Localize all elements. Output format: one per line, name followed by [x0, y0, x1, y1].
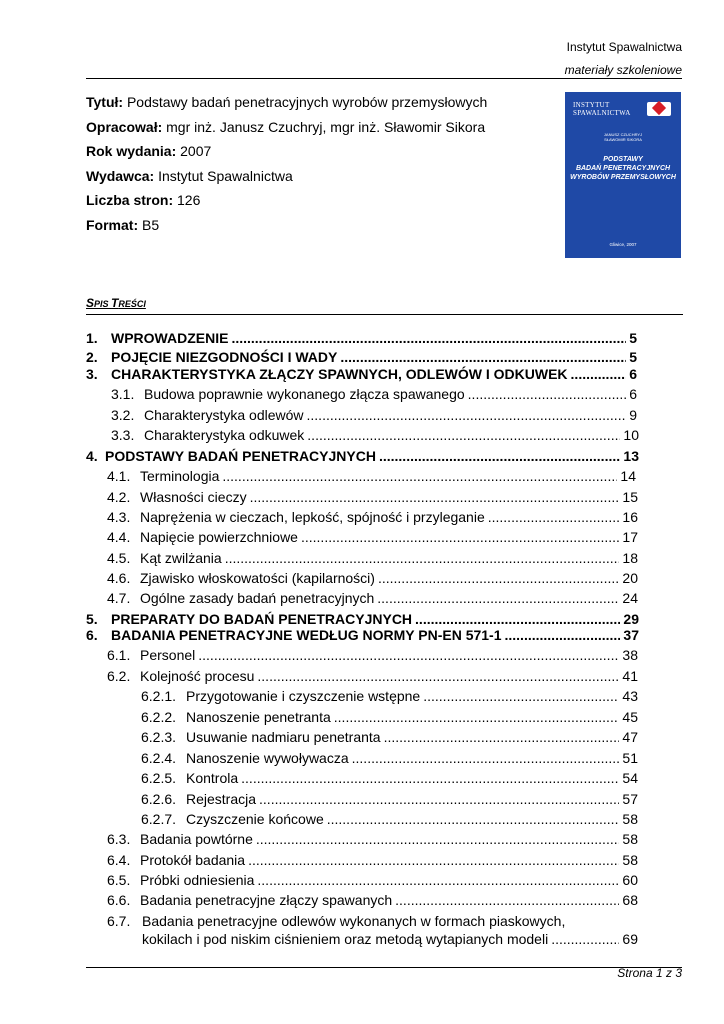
toc-entry-number: 6.3.: [107, 831, 131, 847]
toc-entry-title: Personel: [140, 647, 196, 663]
toc-entry-page: 14: [620, 468, 636, 484]
toc-entry-title: Napięcie powierzchniowe: [140, 529, 298, 545]
book-cover-image: [565, 92, 681, 258]
toc-dot-leader: [259, 789, 619, 809]
meta-label: Liczba stron:: [86, 192, 174, 208]
toc-dot-leader: [257, 666, 619, 686]
toc-entry-title: Naprężenia w cieczach, lepkość, spójność i przyleganie: [140, 509, 485, 525]
toc-entry-number: 6.2.1.: [141, 688, 177, 704]
toc-entry-page: 6: [629, 386, 637, 402]
toc-entry-number: 6.1.: [107, 647, 131, 663]
cover-title-line: WYROBÓW PRZEMYSŁOWYCH: [570, 174, 676, 181]
toc-dot-leader: [395, 890, 619, 910]
toc-entry-title: Nanoszenie penetranta: [186, 709, 331, 725]
toc-entry-title: PODSTAWY BADAŃ PENETRACYJNYCH: [105, 448, 376, 464]
toc-entry[interactable]: [107, 666, 638, 686]
toc-entry[interactable]: [107, 548, 638, 568]
toc-entry-number: 2.: [86, 349, 98, 365]
toc-entry[interactable]: [141, 768, 638, 788]
toc-entry-page: 41: [622, 668, 638, 684]
toc-entry[interactable]: [107, 527, 638, 547]
toc-entry-number: 6.2.5.: [141, 770, 177, 786]
toc-entry-title: Terminologia: [140, 468, 220, 484]
toc-entry-page: 5: [629, 349, 637, 365]
toc-dot-leader: [571, 364, 627, 384]
toc-dot-leader: [257, 870, 619, 890]
toc-entry-page: 57: [622, 791, 638, 807]
toc-entry[interactable]: [111, 405, 637, 425]
toc-entry-title: Charakterystyka odlewów: [144, 407, 304, 423]
toc-entry-title: Usuwanie nadmiaru penetranta: [186, 729, 381, 745]
toc-entry-title: WPROWADZENIE: [111, 330, 229, 346]
toc-dot-leader: [248, 850, 619, 870]
toc-entry[interactable]: [107, 850, 638, 870]
toc-entry-title: BADANIA PENETRACYJNE WEDŁUG NORMY PN-EN 571-1: [111, 627, 502, 643]
toc-entry-page: 69: [622, 931, 638, 947]
footer-rule: [86, 967, 682, 968]
toc-entry-page: 37: [623, 627, 639, 643]
toc-entry-page: 15: [622, 489, 638, 505]
meta-author: [86, 117, 487, 142]
toc-dot-leader: [488, 507, 620, 527]
toc-dot-leader: [377, 588, 619, 608]
toc-dot-leader: [222, 466, 617, 486]
toc-entry[interactable]: [107, 929, 638, 949]
toc-entry[interactable]: [107, 829, 638, 849]
meta-value: Instytut Spawalnictwa: [158, 167, 293, 184]
toc-entry-number: 6.2.6.: [141, 791, 177, 807]
toc-entry-page: 17: [622, 529, 638, 545]
toc-dot-leader: [551, 929, 619, 949]
toc-entry-page: 13: [623, 448, 639, 464]
toc-entry[interactable]: [141, 809, 638, 829]
toc-dot-leader: [334, 707, 620, 727]
toc-entry-number: 4.7.: [107, 590, 131, 606]
meta-year: [86, 141, 487, 166]
toc-entry-number: 3.: [86, 366, 98, 382]
toc-entry[interactable]: [141, 789, 638, 809]
meta-format: [86, 215, 487, 240]
toc-entry-title: Kontrola: [186, 770, 239, 786]
meta-title: [86, 92, 487, 117]
toc-entry-page: 51: [622, 750, 638, 766]
toc-entry-title: Budowa poprawnie wykonanego złącza spawanego: [144, 386, 465, 402]
toc-entry-page: 58: [622, 811, 638, 827]
toc-entry-title: Kąt zwilżania: [140, 550, 222, 566]
toc-entry[interactable]: [107, 487, 638, 507]
toc-dot-leader: [379, 446, 620, 466]
toc-entry-title: PREPARATY DO BADAŃ PENETRACYJNYCH: [111, 611, 413, 627]
toc-heading-part: S: [86, 296, 95, 310]
toc-dot-leader: [307, 405, 627, 425]
toc-entry[interactable]: [141, 707, 638, 727]
cover-institute: [573, 101, 631, 117]
toc-entry-page: 54: [622, 770, 638, 786]
toc-heading-part: REŚCI: [118, 299, 146, 309]
toc-entry-page: 18: [622, 550, 638, 566]
meta-pages: [86, 190, 487, 215]
toc-entry-page: 10: [623, 427, 639, 443]
toc-entry-page: 45: [622, 709, 638, 725]
toc-dot-leader: [423, 686, 619, 706]
toc-entry-title: CHARAKTERYSTYKA ZŁĄCZY SPAWNYCH, ODLEWÓW I ODKUWEK: [111, 366, 568, 382]
toc-entry-number: 6.2.: [107, 668, 131, 684]
toc-entry-page: 43: [622, 688, 638, 704]
institute-logo-icon: [647, 102, 671, 116]
meta-label: Rok wydania:: [86, 143, 177, 159]
toc-entry-title: Czyszczenie końcowe: [186, 811, 324, 827]
toc-entry[interactable]: [107, 568, 638, 588]
toc-entry-page: 6: [629, 366, 637, 382]
meta-label: Tytuł:: [86, 94, 124, 110]
toc-entry-title: Przygotowanie i czyszczenie wstępne: [186, 688, 421, 704]
meta-value: Podstawy badań penetracyjnych wyrobów przemysłowych: [126, 94, 488, 110]
toc-dot-leader: [307, 425, 620, 445]
toc-entry-number: 6.7.: [107, 913, 131, 929]
toc-entry[interactable]: [86, 446, 639, 466]
meta-label: Wydawca:: [86, 167, 155, 184]
toc-entry-number: 3.1.: [111, 386, 135, 402]
toc-entry-title: Charakterystyka odkuwek: [144, 427, 305, 443]
toc-entry[interactable]: [107, 911, 638, 931]
toc-entry-page: 29: [623, 611, 639, 627]
toc-entry-page: 60: [622, 872, 638, 888]
cover-author: SŁAWOMIR SIKORA: [604, 137, 642, 142]
toc-heading: [86, 296, 146, 310]
toc-dot-leader: [250, 487, 620, 507]
toc-entry-page: 24: [622, 590, 638, 606]
toc-entry-title: Zjawisko włoskowatości (kapilarności): [140, 570, 375, 586]
toc-entry-page: 16: [622, 509, 638, 525]
page-number: Strona 1 z 3: [617, 966, 682, 980]
toc-entry[interactable]: [107, 466, 636, 486]
toc-dot-leader: [378, 568, 619, 588]
toc-heading-part: PIS: [94, 299, 112, 309]
toc-entry-title: Badania penetracyjne odlewów wykonanych w formach piaskowych,: [142, 913, 566, 929]
toc-dot-leader: [241, 768, 619, 788]
header-institute: Instytut Spawalnictwa: [566, 40, 682, 54]
toc-dot-leader: [198, 645, 619, 665]
toc-dot-leader: [225, 548, 620, 568]
toc-dot-leader: [468, 384, 627, 404]
header-rule: [86, 78, 682, 79]
toc-entry-number: 4.4.: [107, 529, 131, 545]
toc-rule: [86, 314, 683, 315]
toc-entry-title: POJĘCIE NIEZGODNOŚCI I WADY: [111, 349, 338, 365]
toc-entry[interactable]: [111, 425, 639, 445]
toc-entry-number: 4.1.: [107, 468, 131, 484]
toc-entry-title: Ogólne zasady badań penetracyjnych: [140, 590, 375, 606]
toc-entry[interactable]: [86, 625, 639, 645]
meta-value: B5: [142, 216, 160, 233]
toc-entry-title: Nanoszenie wywoływacza: [186, 750, 349, 766]
book-metadata: [86, 92, 487, 239]
cover-title: [565, 155, 681, 182]
toc-heading-part: T: [111, 296, 119, 310]
toc-entry-title: Własności cieczy: [140, 489, 247, 505]
meta-publisher: [86, 166, 487, 191]
toc-dot-leader: [231, 328, 626, 348]
toc-entry-number: 6.2.2.: [141, 709, 177, 725]
toc-entry-page: 9: [629, 407, 637, 423]
toc-entry-page: 58: [622, 852, 638, 868]
toc-dot-leader: [301, 527, 619, 547]
toc-dot-leader: [505, 625, 621, 645]
meta-value: 126: [177, 192, 201, 208]
toc-entry-number: 4.5.: [107, 550, 131, 566]
toc-entry-title: kokilach i pod niskim ciśnieniem oraz metodą wytapianych modeli: [142, 931, 549, 947]
toc-entry[interactable]: [107, 507, 638, 527]
cover-title-line: PODSTAWY: [603, 156, 643, 163]
cover-institute-line: SPAWALNICTWA: [573, 109, 631, 117]
toc-entry[interactable]: [107, 588, 638, 608]
toc-entry-number: 4.: [86, 448, 98, 464]
toc-entry-title: Badania powtórne: [140, 831, 253, 847]
cover-authors: [565, 132, 681, 142]
toc-entry-number: 6.6.: [107, 892, 131, 908]
toc-entry-page: 38: [622, 647, 638, 663]
toc-entry[interactable]: [107, 890, 638, 910]
toc-entry-page: 68: [622, 892, 638, 908]
toc-entry-number: 4.2.: [107, 489, 131, 505]
cover-city: Gliwice, 2007: [609, 242, 637, 247]
toc-entry-title: Protokół badania: [140, 852, 246, 868]
toc-entry-number: 6.5.: [107, 872, 131, 888]
toc-dot-leader: [384, 727, 620, 747]
toc-entry[interactable]: [111, 384, 637, 404]
toc-entry-number: 6.2.7.: [141, 811, 177, 827]
toc-entry-page: 58: [622, 831, 638, 847]
toc-entry-page: 5: [629, 330, 637, 346]
header-subtitle: materiały szkoleniowe: [564, 63, 682, 77]
cover-title-line: BADAŃ PENETRACYJNYCH: [575, 165, 671, 172]
toc-entry-number: 4.3.: [107, 509, 131, 525]
toc-entry-number: 1.: [86, 330, 98, 346]
toc-entry-title: Kolejność procesu: [140, 668, 255, 684]
cover-author: JANUSZ CZUCHRYJ: [603, 132, 643, 137]
toc-entry[interactable]: [141, 748, 638, 768]
toc-dot-leader: [352, 748, 620, 768]
toc-entry-page: 20: [622, 570, 638, 586]
toc-entry[interactable]: [107, 645, 638, 665]
toc-entry-number: 4.6.: [107, 570, 131, 586]
toc-entry-number: 6.4.: [107, 852, 131, 868]
toc-entry-number: 6.2.3.: [141, 729, 177, 745]
toc-entry[interactable]: [107, 870, 638, 890]
meta-value: mgr inż. Janusz Czuchryj, mgr inż. Sławomir Sikora: [166, 118, 486, 135]
meta-label: Opracował:: [86, 118, 163, 135]
meta-value: 2007: [180, 143, 212, 159]
toc-entry-title: Próbki odniesienia: [140, 872, 255, 888]
toc-dot-leader: [256, 829, 620, 849]
toc-entry[interactable]: [141, 727, 638, 747]
toc-entry-number: 5.: [86, 611, 98, 627]
meta-label: Format:: [86, 216, 139, 233]
toc-entry[interactable]: [141, 686, 638, 706]
toc-entry-number: 3.3.: [111, 427, 135, 443]
toc-entry-title: Rejestracja: [186, 791, 257, 807]
toc-entry-title: Badania penetracyjne złączy spawanych: [140, 892, 393, 908]
toc-entry-number: 6.: [86, 627, 98, 643]
toc-entry-number: 6.2.4.: [141, 750, 177, 766]
toc-entry[interactable]: [86, 364, 637, 384]
toc-entry-number: 3.2.: [111, 407, 135, 423]
toc-dot-leader: [327, 809, 620, 829]
toc-entry-page: 47: [622, 729, 638, 745]
toc-entry[interactable]: [86, 328, 637, 348]
cover-institute-line: INSTYTUT: [573, 101, 610, 109]
